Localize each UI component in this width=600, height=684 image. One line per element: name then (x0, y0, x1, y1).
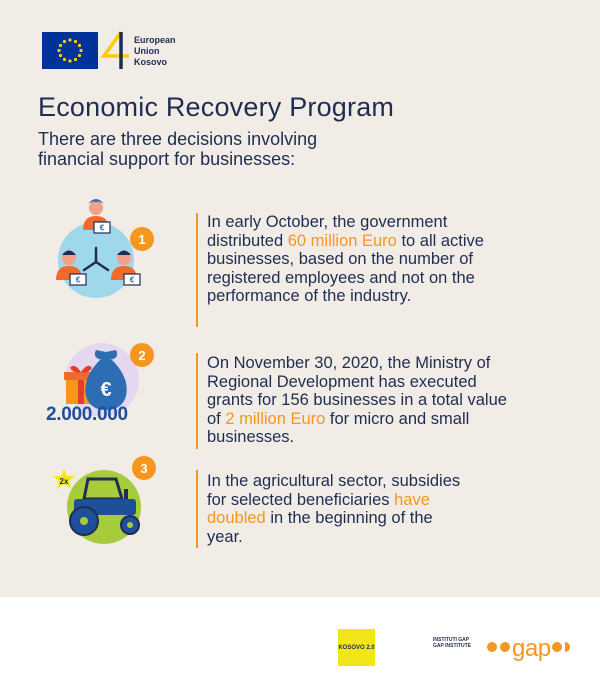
footer (0, 597, 600, 684)
gap-institute-label (433, 637, 471, 649)
item-3-text-post: in the beginning of the year. (207, 509, 433, 546)
item-2-amount: 2.000.000 (46, 404, 128, 425)
eu-flag-icon (42, 32, 98, 69)
step-badge-1-label: 1 (138, 232, 146, 247)
item-3-highlight: have doubled (207, 490, 430, 527)
kosovo20-logo: KOSOVO 2.0 (338, 629, 375, 666)
eu-line-1: European (134, 35, 176, 45)
item-2-divider (196, 353, 198, 449)
gap-logo-word: gap (512, 635, 551, 662)
item-2-text-post: for micro and small businesses. (207, 409, 470, 446)
svg-text:€: € (75, 275, 81, 285)
item-1-text-pre: In early October, the government distributed (207, 213, 448, 250)
item-3-text (207, 472, 467, 546)
item-2-text (207, 354, 507, 447)
gap-dots-right-icon (551, 640, 571, 654)
step-badge-3-label: 3 (140, 461, 148, 476)
item-2-highlight: 2 million Euro (225, 409, 326, 428)
eu-line-2: Union (134, 46, 160, 56)
gap-line-1: INSTITUTI GAP (433, 637, 470, 643)
item-1-text (207, 213, 507, 306)
page-title: Economic Recovery Program (38, 92, 395, 122)
eu4-logo-icon (101, 29, 133, 71)
item-1-text-post: to all active businesses, based on the number of registered employees and not on the performance of the industry. (207, 231, 484, 305)
eu4-logo-text (134, 35, 176, 68)
item-1-divider (196, 213, 198, 327)
step-badge-3 (130, 454, 158, 482)
svg-text:€: € (100, 379, 112, 401)
eu-line-3: Kosovo (134, 57, 168, 67)
step-badge-2-label: 2 (138, 348, 146, 363)
item-3-tag: 2x (59, 477, 69, 486)
item-2-text-pre: On November 30, 2020, the Ministry of Regional Development has executed grants for 156 businesses in a total value of (207, 354, 507, 428)
page-subtitle: There are three decisions involving financial support for businesses: (38, 129, 318, 169)
step-badge-1 (128, 225, 156, 253)
item-3-divider (196, 470, 198, 548)
gap-dots-left-icon (486, 640, 512, 654)
svg-text:€: € (129, 275, 135, 285)
step-badge-2 (128, 341, 156, 369)
item-1-highlight: 60 million Euro (287, 231, 397, 250)
gap-line-2: GAP INSTITUTE (433, 643, 471, 649)
item-3-text-pre: In the agricultural sector, subsidies for selected beneficiaries (207, 472, 461, 509)
svg-text:€: € (99, 223, 105, 233)
